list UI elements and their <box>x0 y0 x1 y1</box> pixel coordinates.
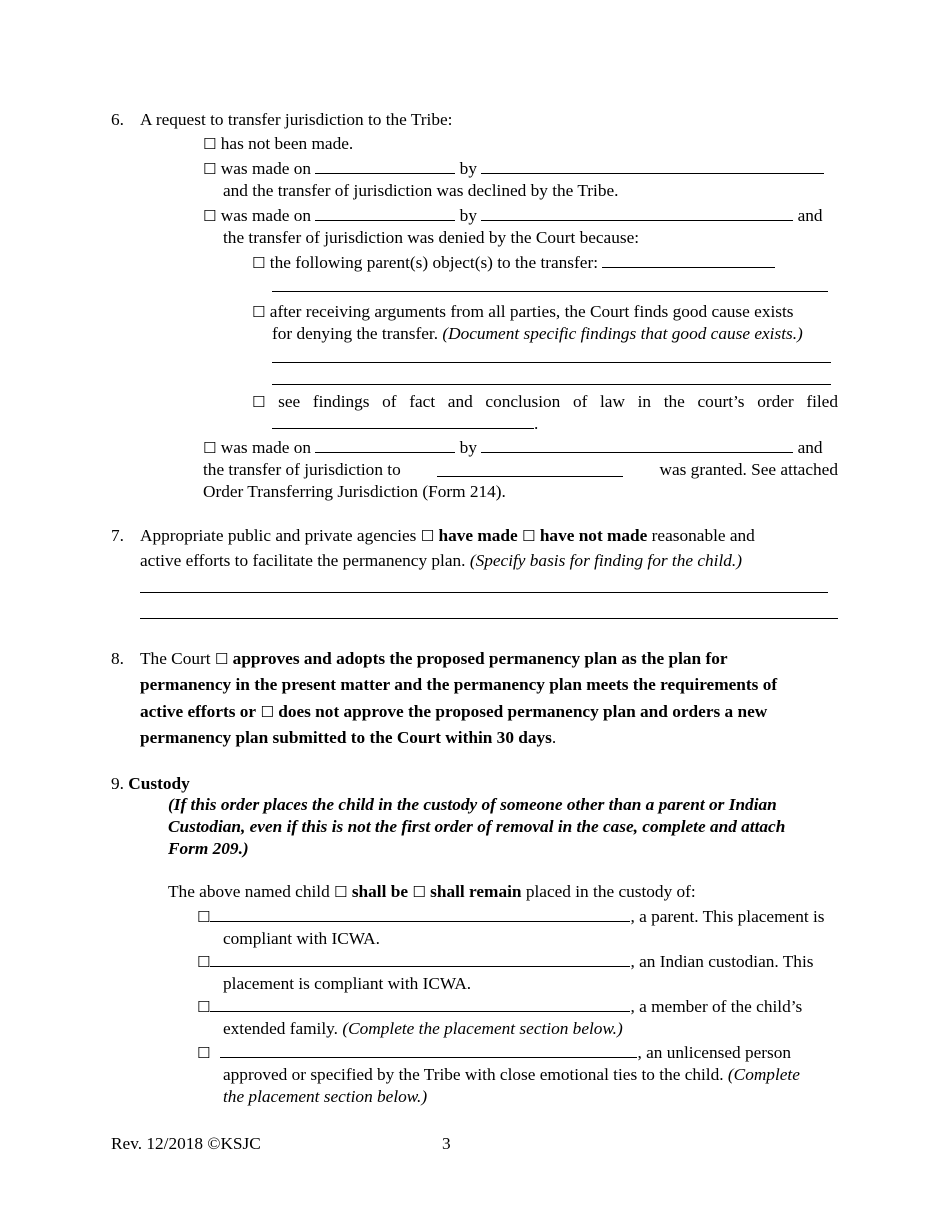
was-made-on-label: was made on <box>220 438 312 457</box>
declined-text: and the transfer of jurisdiction was declined by the Tribe. <box>223 181 619 200</box>
member-line-2 <box>223 1018 623 1040</box>
checkbox-have-not-made[interactable]: ☐ <box>522 527 536 545</box>
by-field-denied[interactable] <box>481 205 793 221</box>
tribe-field[interactable] <box>437 461 623 477</box>
item-7-text-a: Appropriate public and private agencies <box>140 526 417 545</box>
custody-note-2: Custodian, even if this is not the first order of removal in the case, complete and attach <box>168 817 786 836</box>
order-filed-field[interactable] <box>272 413 534 429</box>
option-good-cause <box>252 301 794 323</box>
item-8-number: 8. <box>111 649 124 668</box>
parents-object-label: the following parent(s) object(s) to the transfer: <box>269 253 599 272</box>
shall-be-label: shall be <box>351 882 409 901</box>
period: . <box>534 414 539 433</box>
item-7-line-2 <box>140 550 742 572</box>
checkbox-not-made[interactable]: ☐ <box>203 135 217 153</box>
unlicensed-note-1: (Complete <box>727 1065 800 1084</box>
checkbox-made-declined[interactable]: ☐ <box>203 160 217 178</box>
item-7-number: 7. <box>111 526 124 545</box>
member-note: (Complete the placement section below.) <box>342 1019 623 1038</box>
item-8-line-3 <box>140 701 767 723</box>
indian-custodian-field[interactable] <box>210 951 630 967</box>
option-unlicensed <box>197 1042 838 1064</box>
unlicensed-note-2: the placement section below.) <box>223 1087 428 1106</box>
indian-text-a: , an Indian custodian. This <box>630 952 814 971</box>
granted-line <box>203 459 838 481</box>
good-cause-label: for denying the transfer. <box>272 324 439 343</box>
checkbox-parents-object[interactable]: ☐ <box>252 254 266 272</box>
checkbox-have-made[interactable]: ☐ <box>420 527 435 545</box>
custody-note-1: (If this order places the child in the custody of someone other than a parent or Indian <box>168 795 777 814</box>
active-efforts-text: active efforts or <box>140 702 257 721</box>
option-not-made-label: has not been made. <box>220 134 354 153</box>
item-7-text-b: reasonable and <box>651 526 755 545</box>
unlicensed-text-b: approved or specified by the Tribe with close emotional ties to the child. <box>223 1065 724 1084</box>
parent-name-field[interactable] <box>210 906 630 922</box>
child-text-b: placed in the custody of: <box>525 882 696 901</box>
and-label: and <box>797 438 823 457</box>
granted-text-b: was granted. See attached <box>659 460 838 479</box>
have-not-made-label: have not made <box>539 526 648 545</box>
good-cause-text-1: after receiving arguments from all parties, the Court finds good cause exists <box>269 302 794 321</box>
item-7-note: (Specify basis for finding for the child.) <box>469 551 742 570</box>
within-30-days-text: permanency plan submitted to the Court within 30 days <box>140 728 552 747</box>
denied-text: the transfer of jurisdiction was denied by the Court because: <box>223 228 640 247</box>
option-family-member <box>197 996 838 1018</box>
have-made-label: have made <box>438 526 518 545</box>
item-7-line-1 <box>140 525 755 547</box>
date-field-declined[interactable] <box>315 158 455 174</box>
good-cause-field-1[interactable] <box>272 362 831 363</box>
shall-remain-label: shall remain <box>430 882 522 901</box>
option-parents-object <box>252 252 775 274</box>
item-9-number: 9. <box>111 774 124 793</box>
item-6-number: 6. <box>111 110 124 129</box>
by-label: by <box>459 438 477 457</box>
item-6-intro: A request to transfer jurisdiction to the Tribe: <box>140 110 453 129</box>
member-text-b: extended family. <box>223 1019 339 1038</box>
item-8-line-2: permanency in the present matter and the permanency plan meets the requirements of <box>140 675 778 694</box>
item-7-text-c: active efforts to facilitate the permanency plan. <box>140 551 466 570</box>
custody-title: Custody <box>128 774 190 793</box>
was-made-on-label: was made on <box>220 206 312 225</box>
item-8-line-1 <box>140 648 728 670</box>
approves-text: approves and adopts the proposed permanency plan as the plan for <box>232 649 728 668</box>
option-parent <box>197 906 838 928</box>
parents-field[interactable] <box>602 252 775 268</box>
option-made-granted <box>203 437 823 459</box>
custody-note-3: Form 209.) <box>168 839 249 858</box>
the-court-label: The Court <box>140 649 211 668</box>
and-label: and <box>797 206 823 225</box>
checkbox-approves[interactable]: ☐ <box>214 650 229 668</box>
by-label: by <box>459 159 477 178</box>
period: . <box>551 728 557 747</box>
custody-child-line <box>168 881 696 903</box>
option-made-declined <box>203 158 824 180</box>
checkbox-shall-remain[interactable]: ☐ <box>412 883 426 901</box>
by-label: by <box>459 206 477 225</box>
checkbox-does-not-approve[interactable]: ☐ <box>260 703 274 721</box>
see-findings-field-row <box>272 413 538 435</box>
unlicensed-line-2 <box>223 1064 800 1086</box>
checkbox-shall-be[interactable]: ☐ <box>334 883 348 901</box>
checkbox-good-cause[interactable]: ☐ <box>252 303 266 321</box>
good-cause-text-2 <box>272 323 803 345</box>
parent-text-b: compliant with ICWA. <box>223 929 380 948</box>
parents-field-line-2[interactable] <box>272 291 828 292</box>
family-member-field[interactable] <box>210 996 630 1012</box>
checkbox-indian-custodian[interactable]: ☐ <box>197 953 211 971</box>
date-field-granted[interactable] <box>315 437 455 453</box>
by-field-declined[interactable] <box>481 158 824 174</box>
option-see-findings <box>252 391 838 413</box>
parent-text-a: , a parent. This placement is <box>630 907 825 926</box>
checkbox-made-granted[interactable]: ☐ <box>203 439 217 457</box>
granted-text-a: the transfer of jurisdiction to <box>203 460 401 479</box>
good-cause-note: (Document specific findings that good cause exists.) <box>442 324 803 343</box>
checkbox-parent[interactable]: ☐ <box>197 908 211 926</box>
checkbox-family-member[interactable]: ☐ <box>197 998 211 1016</box>
was-made-on-label: was made on <box>220 159 312 178</box>
option-not-made <box>203 133 353 155</box>
indian-text-b: placement is compliant with ICWA. <box>223 974 472 993</box>
option-made-denied <box>203 205 823 227</box>
checkbox-unlicensed[interactable]: ☐ <box>197 1044 211 1062</box>
item-9-heading <box>111 773 190 795</box>
checkbox-made-denied[interactable]: ☐ <box>203 207 217 225</box>
by-field-granted[interactable] <box>481 437 793 453</box>
date-field-denied[interactable] <box>315 205 455 221</box>
item-8-line-4 <box>140 727 556 749</box>
item-7-field-1[interactable] <box>140 592 828 593</box>
checkbox-see-findings[interactable]: ☐ <box>252 393 266 411</box>
child-text-a: The above named child <box>168 882 330 901</box>
footer-revision: Rev. 12/2018 ©KSJC <box>111 1134 261 1153</box>
unlicensed-text-a: , an unlicensed person <box>637 1043 792 1062</box>
option-indian-custodian <box>197 951 838 973</box>
member-text-a: , a member of the child’s <box>630 997 803 1016</box>
good-cause-field-2[interactable] <box>272 384 831 385</box>
does-not-approve-text: does not approve the proposed permanency plan and orders a new <box>278 702 768 721</box>
unlicensed-person-field[interactable] <box>220 1042 637 1058</box>
item-7-field-2[interactable] <box>140 618 838 619</box>
page-number: 3 <box>442 1134 451 1153</box>
see-findings-text: see findings of fact and conclusion of law in the court’s order filed <box>278 392 838 411</box>
granted-text-c: Order Transferring Jurisdiction (Form 214). <box>203 482 506 501</box>
